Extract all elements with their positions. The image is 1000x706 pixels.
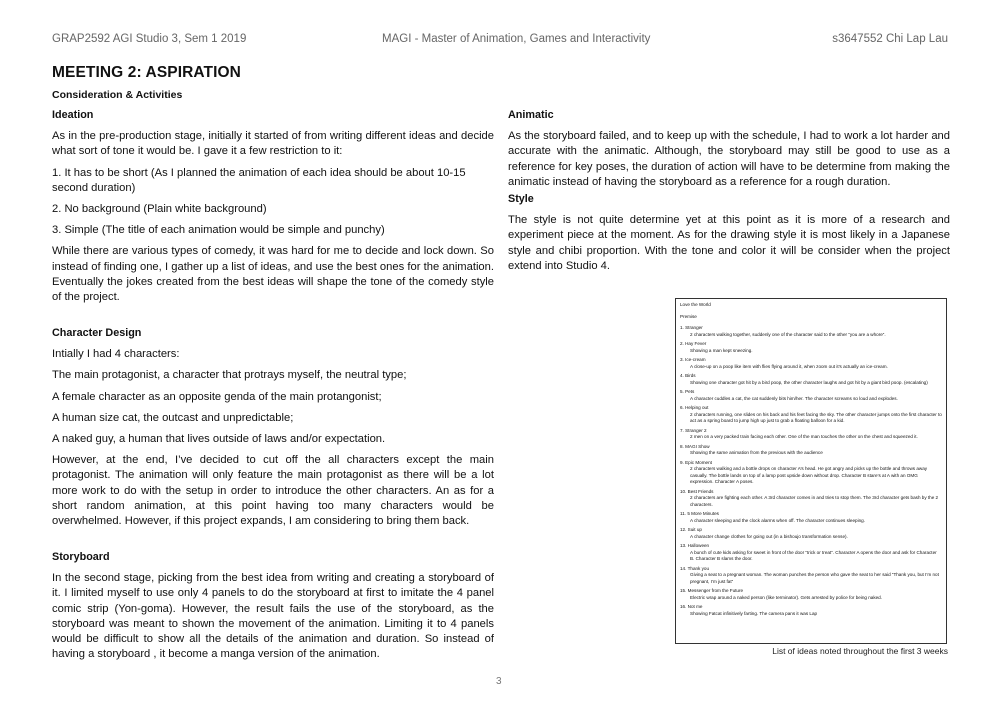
idea-title: 13. Halloween: [680, 543, 710, 548]
idea-description: A close-up on a poop like item with flies flying around it, when zoom out it’s actually an ice-cream.: [690, 363, 888, 369]
idea-item: [680, 373, 942, 386]
idea-item: [680, 527, 942, 540]
idea-title: 1. Stranger: [680, 325, 703, 330]
page-number: 3: [496, 676, 502, 687]
character-design-section: [52, 326, 494, 535]
idea-item: [680, 428, 942, 441]
idea-title: 3. Ice-cream: [680, 357, 706, 362]
ideas-list-subtitle: Premise: [680, 313, 697, 319]
idea-description: Showing a man kept sneezing.: [690, 347, 753, 353]
character-item: A female character as an opposite genda of the main protangonist;: [52, 390, 382, 403]
idea-item: [680, 357, 942, 370]
restriction-item: 3. Simple (The title of each animation would be simple and punchy): [52, 224, 385, 237]
character-item: A human size cat, the outcast and unpredictable;: [52, 411, 294, 424]
idea-title: 6. Helping out: [680, 405, 709, 410]
style-section: [508, 192, 950, 280]
idea-description: A character sleeping and the clock alarms when off. The character continues sleeping.: [690, 517, 866, 523]
image-caption: List of ideas noted throughout the first 3 weeks: [772, 646, 948, 656]
page-title: MEETING 2: ASPIRATION: [52, 64, 241, 81]
ideas-list-image: [675, 298, 947, 644]
idea-item: [680, 405, 942, 425]
restriction-item: 2. No background (Plain white background): [52, 203, 267, 216]
character-paragraph: However, at the end, I’ve decided to cut off the all characters except the main protagonist. The animation will only feature the main protagonist as there will be a lot more work to do with the setup in order to introduce the other characters. An as for a short random animation, at this point having too many characters would be overwhelmed. However, if this project expands, I am considering to bring them back.: [52, 454, 494, 528]
animatic-section: [508, 108, 950, 196]
idea-description: A character cuddles a cat, the cat suddenly bits him/her. The character screams so loud and explodes.: [690, 395, 898, 401]
idea-item: [680, 489, 942, 509]
idea-title: 9. Epic Moment: [680, 459, 712, 465]
idea-item: [680, 543, 942, 563]
idea-title: 4. Birds: [680, 373, 696, 378]
storyboard-section: [52, 550, 494, 668]
idea-description: Showing Fatcat infinitively farting. The camera pans it was Lap: [690, 610, 818, 616]
character-item: The main protagonist, a character that protrays myself, the neutral type;: [52, 369, 407, 382]
animatic-paragraph: As the storyboard failed, and to keep up with the schedule, I had to work a lot harder and accurate with the animatic. Although, the storyboard may still be good to use as a reference for key poses, the duration of action will have to be determine from making the animatic instead of having the storyboard as a reference for a rough duration.: [508, 130, 950, 188]
ideas-list: [680, 325, 942, 617]
idea-description: 2 characters walking and a bottle drops on character A’s head. He got angry and picks up the bottle and throws away casually. The bottle lands on top of a lamp post upside down without drop. Character B stare’s at A with an OMG expression. Character A poses.: [690, 466, 928, 484]
section-heading: Consideration & Activities: [52, 89, 183, 101]
animatic-heading: Animatic: [508, 109, 554, 121]
idea-title: 10. Best Friends: [680, 488, 714, 494]
style-heading: Style: [508, 193, 534, 205]
idea-description: A character change clothes for going out (in a bishoujo transformation sense).: [690, 533, 848, 539]
ideation-heading: Ideation: [52, 109, 94, 121]
header-student: s3647552 Chi Lap Lau: [832, 33, 948, 45]
character-paragraph: Intially I had 4 characters:: [52, 348, 180, 361]
idea-title: 12. Suit up: [680, 527, 702, 532]
idea-title: 16. Not me: [680, 604, 703, 609]
header-program: MAGI - Master of Animation, Games and Interactivity: [382, 33, 651, 45]
character-design-heading: Character Design: [52, 327, 142, 339]
idea-item: [680, 325, 942, 338]
idea-item: [680, 460, 942, 486]
idea-item: [680, 341, 942, 354]
restriction-item: 1. It has to be short (As I planned the animation of each idea should be about 10-15 second duration): [52, 166, 466, 194]
idea-description: Showing one character got hit by a bird poop, the other character laughs and got hit by a giant bird poop. (escalating): [690, 379, 928, 385]
idea-title: 7. Stranger 2: [680, 427, 707, 433]
idea-description: Electric wrap around a naked person (like terminator). Gets arrested by police for being naked.: [690, 594, 883, 600]
idea-item: [680, 604, 942, 617]
idea-title: 14. Thank you: [680, 565, 710, 571]
ideas-list-title: Love the World: [680, 302, 711, 307]
idea-description: Showing the same animation from the previous with the audience: [690, 450, 823, 455]
idea-description: 2 characters walking together, suddenly one of the character said to the other “you are a whore”.: [690, 331, 886, 337]
idea-item: [680, 389, 942, 402]
idea-description: Giving a seat to a pregnant woman. The woman punches the person who gave the seat to her said “Thank you, but I’m not pregnant, I’m just fat”: [690, 572, 939, 584]
idea-title: 11. 5 More Minutes: [680, 511, 719, 516]
ideation-section: [52, 108, 494, 311]
ideation-paragraph: While there are various types of comedy, it was hard for me to decide and lock down. So instead of finding one, I gather up a list of ideas, and use the best ones for the animation. Eventually the jokes created from the best ideas will shape the tone of the comedy style of the project.: [52, 245, 494, 304]
style-paragraph: The style is not quite determine yet at this point as it is more of a research and experiment piece at the moment. As for the drawing style it is most likely in a Japanese style and chibi proportion. With the tone and color it will be consider when the project extend into Studio 4.: [508, 214, 950, 272]
ideation-paragraph: As in the pre-production stage, initially it started of from writing different ideas and decide what sort of tone it would be. I gave it a few restriction to it:: [52, 130, 494, 158]
idea-description: 2 characters are fighting each other. A 3rd character comes in and tries to stop them. The 3rd character gets bash by the 2 characters.: [690, 495, 939, 507]
idea-title: 8. MAGI Show: [680, 443, 710, 449]
idea-title: 5. Pets: [680, 389, 695, 394]
idea-description: 2 men on a very packed train facing each other. One of the man touches the other on the chest and squeezed it.: [690, 434, 918, 439]
character-item: A naked guy, a human that lives outside of laws and/or expectation.: [52, 433, 386, 446]
idea-description: A bunch of cute kids asking for sweet in front of the door “trick or treat”. Character A opens the door and ask for Character B. Character B slams the door.: [690, 549, 937, 561]
idea-item: [680, 511, 942, 524]
idea-title: 15. Messenger from the Future: [680, 588, 744, 593]
idea-title: 2. Hay Fever: [680, 341, 707, 346]
idea-item: [680, 588, 942, 601]
idea-item: [680, 444, 942, 457]
header-course: GRAP2592 AGI Studio 3, Sem 1 2019: [52, 33, 247, 45]
idea-description: 2 characters running, one slides on his back and his feet facing the sky. The other character jumps onto the first character to act as a spring board to jump high up just to grab a floating balloon for a kid.: [690, 411, 942, 423]
idea-item: [680, 566, 942, 586]
storyboard-heading: Storyboard: [52, 551, 110, 563]
storyboard-paragraph: In the second stage, picking from the best idea from writing and creating a storyboard of it. I limited myself to use only 4 panels to do the storyboard at first to imitate the 4 panel comic strip (Yon-goma). However, the result fails the use of the storyboard, as the storyboard was meant to shown the movement of the animation. Limiting it to 4 panels would be difficult to show all the details of the animation and duration. So instead of having a storyboard , it become a manga version of the animation.: [52, 572, 494, 661]
